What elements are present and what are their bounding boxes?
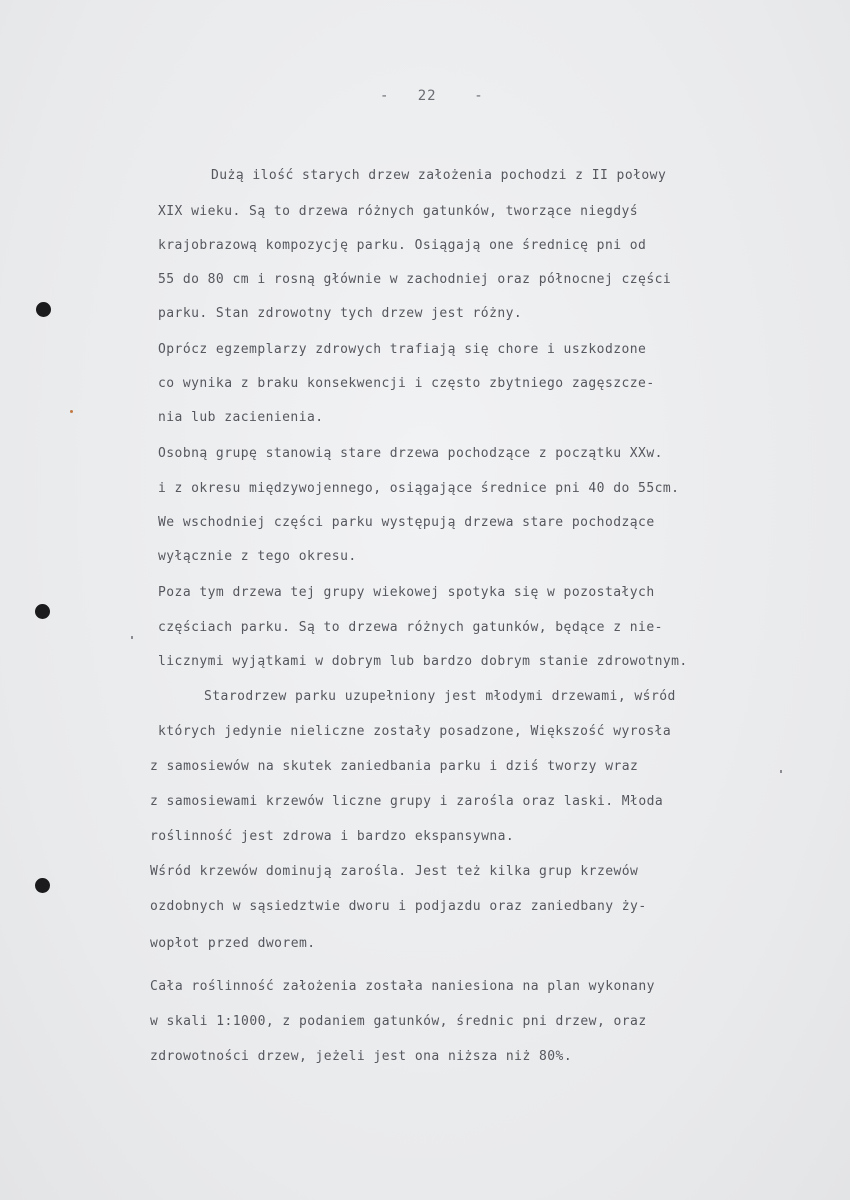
text-line-13: Poza tym drzewa tej grupy wiekowej spotyka się w pozostałych (158, 585, 655, 600)
page-number: - 22 - (380, 88, 484, 104)
text-line-9: Osobną grupę stanowią stare drzewa pochodzące z początku XXw. (158, 446, 663, 461)
punch-hole-top (36, 302, 51, 317)
text-line-20: roślinność jest zdrowa i bardzo ekspansywna. (150, 829, 515, 844)
text-line-11: We wschodniej części parku występują drzewa stare pochodzące (158, 515, 655, 530)
text-line-2: XIX wieku. Są to drzewa różnych gatunków, tworzące niegdyś (158, 204, 639, 219)
ink-mark (780, 770, 782, 773)
text-line-26: zdrowotności drzew, jeżeli jest ona niższa niż 80%. (150, 1049, 573, 1064)
ink-mark (131, 636, 133, 639)
text-line-25: w skali 1:1000, z podaniem gatunków, średnic pni drzew, oraz (150, 1014, 647, 1029)
text-line-18: z samosiewów na skutek zaniedbania parku i dziś tworzy wraz (150, 759, 639, 774)
text-line-8: nia lub zacienienia. (158, 410, 324, 425)
text-line-14: częściach parku. Są to drzewa różnych gatunków, będące z nie- (158, 620, 663, 635)
text-line-12: wyłącznie z tego okresu. (158, 549, 357, 564)
text-line-16: Starodrzew parku uzupełniony jest młodymi drzewami, wśród (204, 689, 676, 704)
text-line-17: których jedynie nieliczne zostały posadzone, Większość wyrosła (158, 724, 672, 739)
text-line-21: Wśród krzewów dominują zarośla. Jest też kilka grup krzewów (150, 864, 639, 879)
text-line-23: wopłot przed dworem. (150, 936, 316, 951)
text-line-4: 55 do 80 cm i rosną głównie w zachodniej oraz północnej części (158, 272, 672, 287)
text-line-24: Cała roślinność założenia została naniesiona na plan wykonany (150, 979, 655, 994)
text-line-5: parku. Stan zdrowotny tych drzew jest różny. (158, 306, 523, 321)
punch-hole-middle (35, 604, 50, 619)
text-line-3: krajobrazową kompozycję parku. Osiągają one średnicę pni od (158, 238, 647, 253)
text-line-22: ozdobnych w sąsiedztwie dworu i podjazdu oraz zaniedbany ży- (150, 899, 647, 914)
punch-hole-bottom (35, 878, 50, 893)
text-line-6: Oprócz egzemplarzy zdrowych trafiają się chore i uszkodzone (158, 342, 647, 357)
text-line-1: Dużą ilość starych drzew założenia pochodzi z II połowy (211, 168, 667, 183)
paper-speck (70, 410, 73, 413)
text-line-10: i z okresu międzywojennego, osiągające średnice pni 40 do 55cm. (158, 481, 680, 496)
text-line-19: z samosiewami krzewów liczne grupy i zarośla oraz laski. Młoda (150, 794, 664, 809)
text-line-15: licznymi wyjątkami w dobrym lub bardzo dobrym stanie zdrowotnym. (158, 654, 688, 669)
text-line-7: co wynika z braku konsekwencji i często zbytniego zagęszcze- (158, 376, 655, 391)
